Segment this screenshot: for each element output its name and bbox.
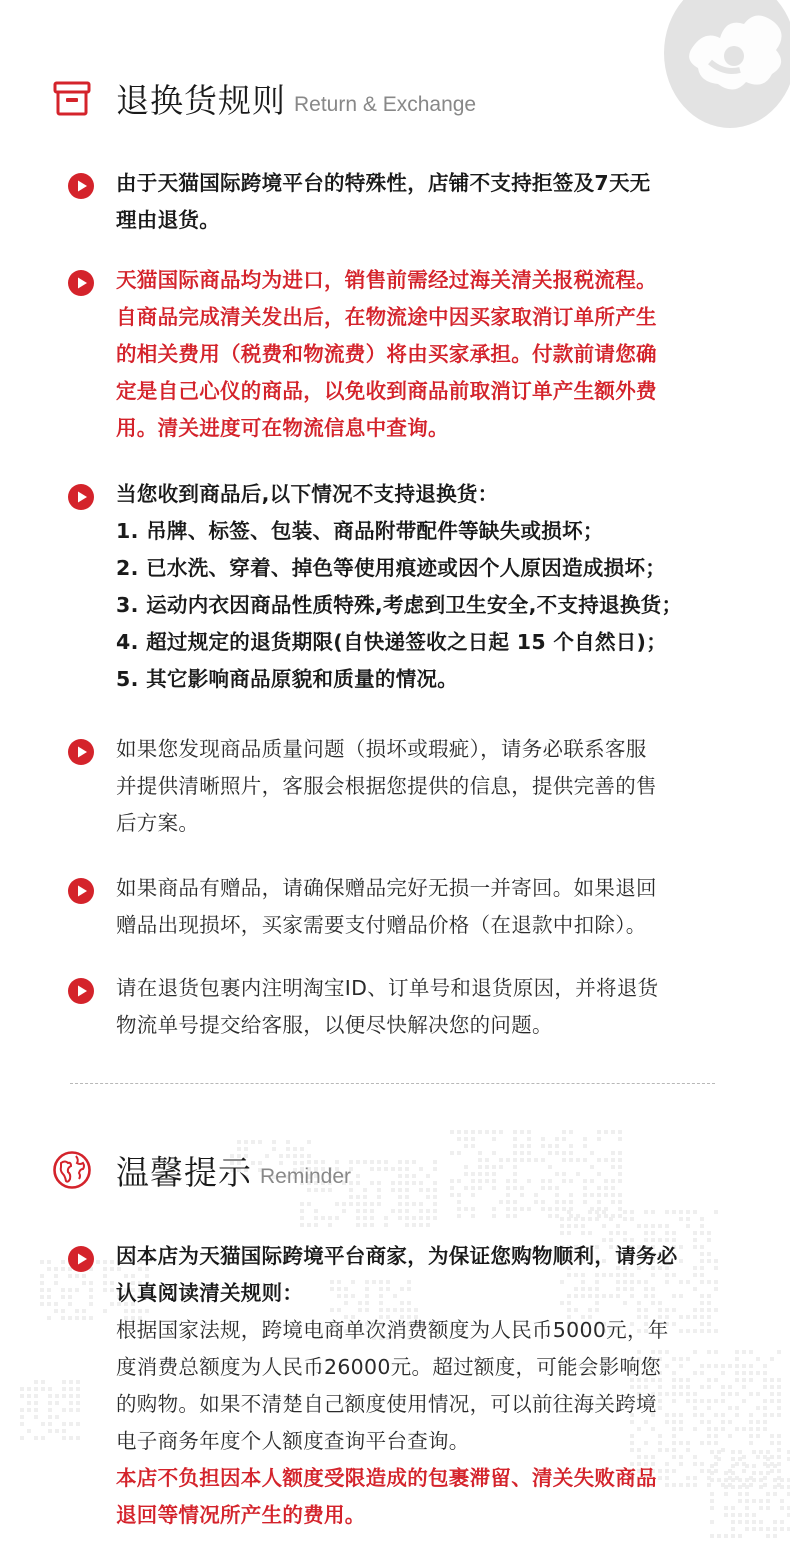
play-bullet-icon: [68, 878, 94, 904]
rule-text-line: 5. 其它影响商品原貌和质量的情况。: [116, 667, 459, 691]
reminder-warning-line: 本店不负担因本人额度受限造成的包裹滞留、清关失败商品: [116, 1466, 657, 1490]
rule-text-line: 后方案。: [116, 811, 200, 835]
return-rule-item: [68, 165, 728, 239]
reminder-body-line: 度消费总额度为人民币26000元。超过额度，可能会影响您: [116, 1355, 662, 1379]
return-rule-item: [68, 731, 728, 842]
brand-logo-badge: [664, 0, 790, 128]
return-rule-item: [68, 262, 728, 447]
play-bullet-icon: [68, 1246, 94, 1272]
rule-text-line: 理由退货。: [116, 208, 220, 232]
return-rule-item: [68, 476, 728, 698]
rule-text-line: 自商品完成清关发出后，在物流途中因买家取消订单所产生: [116, 305, 657, 329]
rule-text-line: 物流单号提交给客服，以便尽快解决您的问题。: [116, 1013, 553, 1037]
return-section-subtitle: Return & Exchange: [294, 93, 477, 116]
reminder-intro-line: 认真阅读清关规则：: [116, 1281, 304, 1305]
reminder-section-header: [52, 1145, 351, 1195]
reminder-warning-line: 退回等情况所产生的费用。: [116, 1503, 366, 1527]
reminder-section-title: 温馨提示: [116, 1152, 252, 1192]
reminder-item: [68, 1238, 728, 1534]
play-bullet-icon: [68, 978, 94, 1004]
play-bullet-icon: [68, 270, 94, 296]
return-section-title: 退换货规则: [116, 80, 286, 120]
rule-text-line: 4. 超过规定的退货期限(自快递签收之日起 15 个自然日)；: [116, 630, 668, 654]
rule-text-line: 定是自己心仪的商品，以免收到商品前取消订单产生额外费: [116, 379, 657, 403]
section-divider: [70, 1083, 715, 1084]
rule-text-line: 用。清关进度可在物流信息中查询。: [116, 416, 449, 440]
reminder-intro-line: 因本店为天猫国际跨境平台商家，为保证您购物顺利，请务必: [116, 1244, 678, 1268]
rule-text-line: 如果您发现商品质量问题（损坏或瑕疵），请务必联系客服: [116, 737, 647, 761]
rule-text-line: 如果商品有赠品，请确保赠品完好无损一并寄回。如果退回: [116, 876, 657, 900]
play-bullet-icon: [68, 173, 94, 199]
return-rule-item: [68, 870, 728, 944]
play-bullet-icon: [68, 484, 94, 510]
return-rule-item: [68, 970, 728, 1044]
return-section-header: [52, 73, 476, 123]
archive-box-icon: [52, 78, 92, 118]
reminder-body-line: 电子商务年度个人额度查询平台查询。: [116, 1429, 470, 1453]
rule-text-line: 3. 运动内衣因商品性质特殊,考虑到卫生安全,不支持退换货；: [116, 593, 683, 617]
rule-text-line: 的相关费用（税费和物流费）将由买家承担。付款前请您确: [116, 342, 657, 366]
rule-text-line: 请在退货包裹内注明淘宝ID、订单号和退货原因，并将退货: [116, 976, 659, 1000]
play-bullet-icon: [68, 739, 94, 765]
rule-text-line: 当您收到商品后,以下情况不支持退换货：: [116, 482, 499, 506]
globe-icon: [52, 1150, 92, 1190]
reminder-body-line: 的购物。如果不清楚自己额度使用情况，可以前往海关跨境: [116, 1392, 657, 1416]
rule-text-line: 2. 已水洗、穿着、掉色等使用痕迹或因个人原因造成损坏；: [116, 556, 667, 580]
reminder-section-subtitle: Reminder: [260, 1165, 352, 1188]
rule-text-line: 由于天猫国际跨境平台的特殊性，店铺不支持拒签及7天无: [116, 171, 651, 195]
rule-text-line: 并提供清晰照片，客服会根据您提供的信息，提供完善的售: [116, 774, 657, 798]
rule-text-line: 天猫国际商品均为进口，销售前需经过海关清关报税流程。: [116, 268, 657, 292]
reminder-body-line: 根据国家法规，跨境电商单次消费额度为人民币5000元，年: [116, 1318, 669, 1342]
rule-text-line: 1. 吊牌、标签、包装、商品附带配件等缺失或损坏；: [116, 519, 604, 543]
rule-text-line: 赠品出现损坏，买家需要支付赠品价格（在退款中扣除）。: [116, 913, 647, 937]
